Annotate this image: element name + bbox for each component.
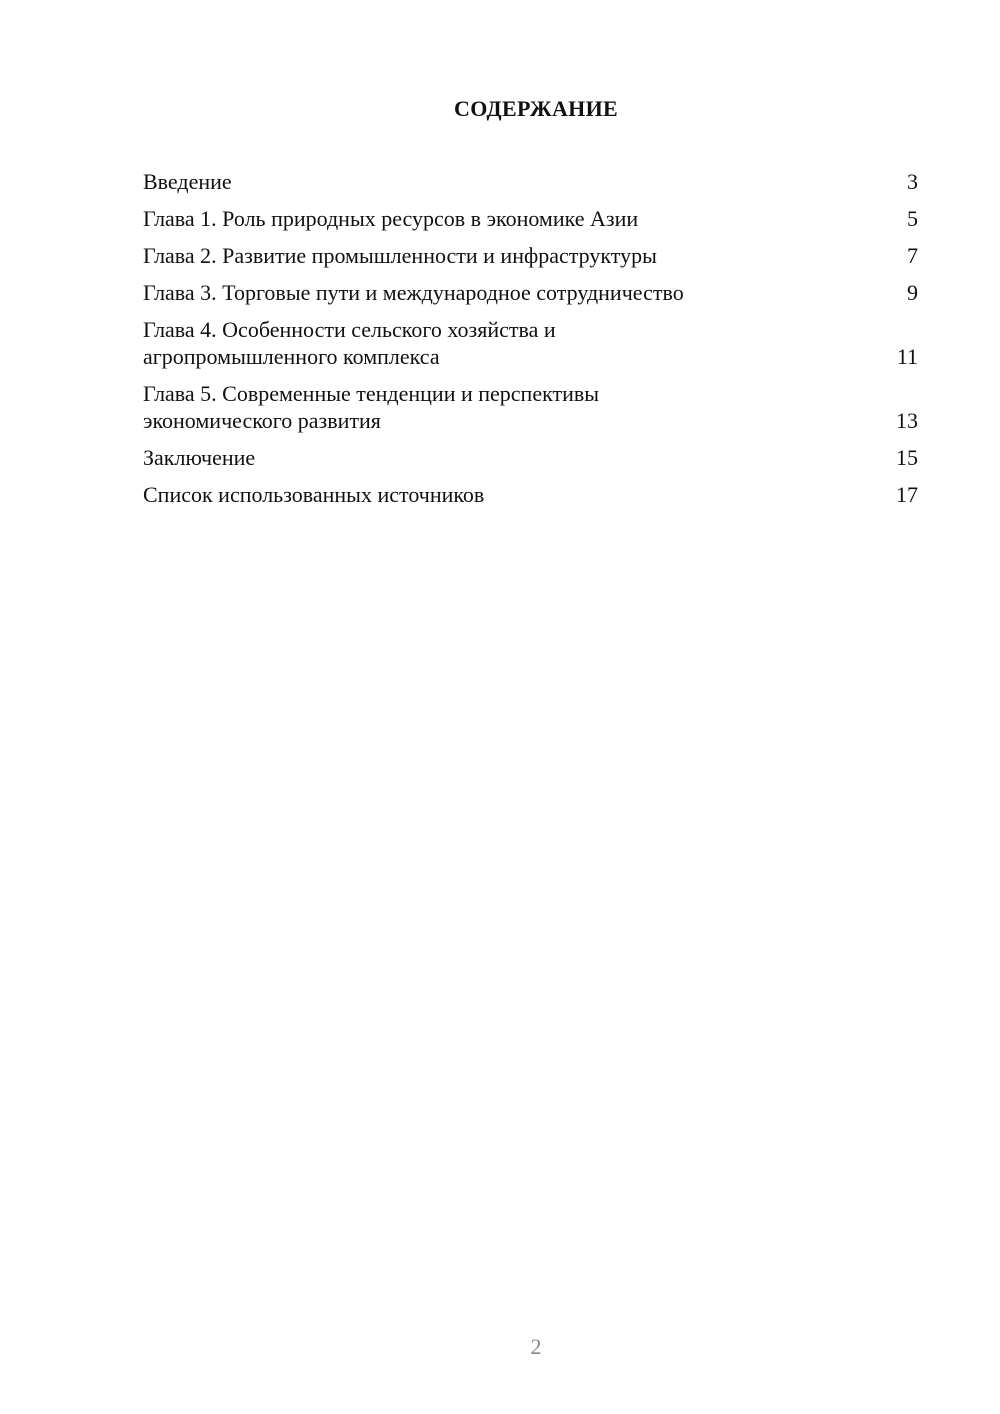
toc-entry-page: 9 xyxy=(907,280,918,305)
page-number: 2 xyxy=(530,1334,542,1359)
toc-entry xyxy=(143,316,918,370)
toc-entry xyxy=(143,168,918,195)
toc-entry xyxy=(143,444,918,471)
toc-entry-page: 17 xyxy=(896,482,918,507)
toc-entry-text: Заключение xyxy=(143,445,256,470)
toc-entry-page: 15 xyxy=(896,445,918,470)
toc-entry xyxy=(143,279,918,306)
toc-entry-page: 11 xyxy=(896,344,918,369)
toc-entry-page: 3 xyxy=(907,169,918,194)
toc-entry-text: Глава 4. Особенности сельского хозяйства и агропромышленного комплекса xyxy=(143,317,556,369)
toc-entry-page: 13 xyxy=(896,408,918,433)
toc-entry-text: Глава 1. Роль природных ресурсов в экономике Азии xyxy=(143,206,639,231)
toc-entry-text: Глава 3. Торговые пути и международное сотрудничество xyxy=(143,280,684,305)
toc-title: СОДЕРЖАНИЕ xyxy=(454,96,618,121)
toc-entry-text: Введение xyxy=(143,169,232,194)
toc-entry xyxy=(143,481,918,508)
toc-entry xyxy=(143,380,918,434)
table-of-contents xyxy=(143,168,918,518)
toc-entry xyxy=(143,242,918,269)
toc-entry-text: Глава 5. Современные тенденции и перспективы экономического развития xyxy=(143,381,600,433)
toc-entry-text: Список использованных источников xyxy=(143,482,485,507)
toc-entry-page: 5 xyxy=(907,206,918,231)
toc-entry-text: Глава 2. Развитие промышленности и инфраструктуры xyxy=(143,243,657,268)
toc-entry xyxy=(143,205,918,232)
toc-entry-page: 7 xyxy=(907,243,918,268)
